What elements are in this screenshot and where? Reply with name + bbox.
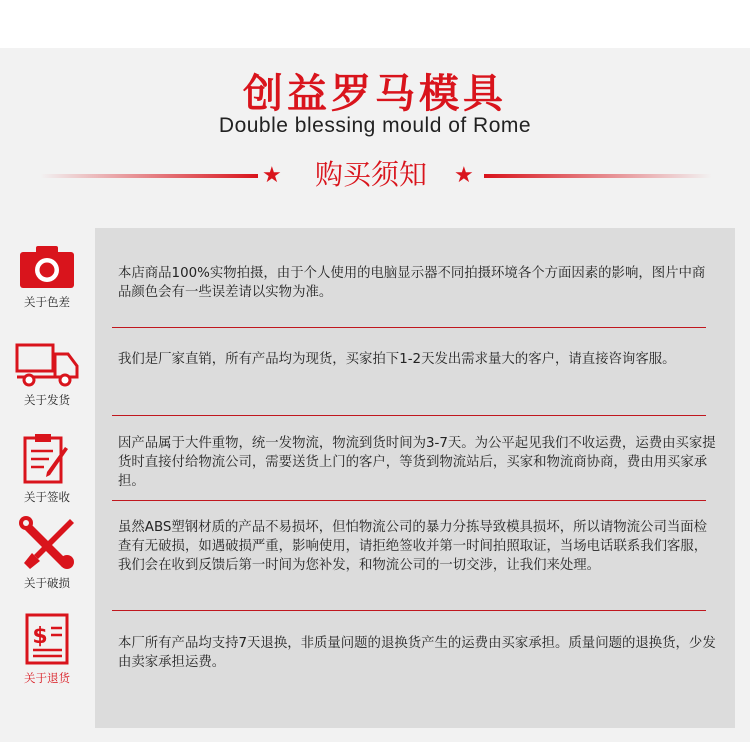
camera-icon [18,244,76,290]
right-rule [484,174,712,178]
top-white-bar [0,0,750,48]
return-notice-icon-block [14,612,80,686]
star-icon: ★ [262,163,282,188]
color-notice-text: 本店商品100%实物拍摄，由于个人使用的电脑显示器不同拍摄环境各个方面因素的影响，图片中商品颜色会有一些误差请以实物为准。 [118,266,706,300]
left-rule [40,174,258,178]
divider [112,327,706,328]
damage-notice-label: 关于破损 [24,576,70,590]
divider [112,610,706,611]
damage-notice-text: 虽然ABS塑钢材质的产品不易损坏，但怕物流公司的暴力分拣导致模具损坏，所以请物流公司当面检查有无破损，如遇破损严重，影响使用，请拒绝签收并第一时间拍照取证，当场电话联系我们客服，我们会在收到反馈后第一时间为您补发，和物流公司的一切交涉，让我们来处理。 [118,520,708,573]
signing-notice-icon-block [14,431,80,505]
shipping-notice-text: 我们是厂家直销，所有产品均为现货，买家拍下1-2天发出需求量大的客户，请直接咨询客服。 [118,352,676,367]
wrench-screwdriver-icon [18,515,76,571]
shipping-notice-icon-block [14,342,80,408]
section-title: 购买须知 [314,158,427,191]
divider [112,415,706,416]
star-icon: ★ [454,163,474,188]
clipboard-pen-icon [20,431,74,485]
svg-text:$: $ [32,624,48,649]
signing-notice-text: 因产品属于大件重物，统一发物流，物流到货时间为3-7天。为公平起见我们不收运费，运费由买家提货时直接付给物流公司，需要送货上门的客户，等货到物流站后，买家和物流商协商，费由用买家承担。 [118,436,716,489]
brand-title: 创益罗马模具 [243,71,507,117]
section-header [0,155,750,197]
truck-icon [14,342,80,388]
damage-notice-icon-block [14,515,80,591]
divider [112,500,706,501]
dollar-document-icon [24,612,70,666]
color-notice-icon-block [14,244,80,310]
signing-notice-label: 关于签收 [24,490,70,504]
brand-subtitle: Double blessing mould of Rome [218,114,532,137]
return-notice-text: 本厂所有产品均支持7天退换，非质量问题的退换货产生的运费由买家承担。质量问题的退换货，少发由卖家承担运费。 [118,636,716,670]
return-notice-label: 关于退货 [24,671,70,685]
shipping-notice-label: 关于发货 [24,393,70,407]
color-notice-label: 关于色差 [24,295,70,309]
